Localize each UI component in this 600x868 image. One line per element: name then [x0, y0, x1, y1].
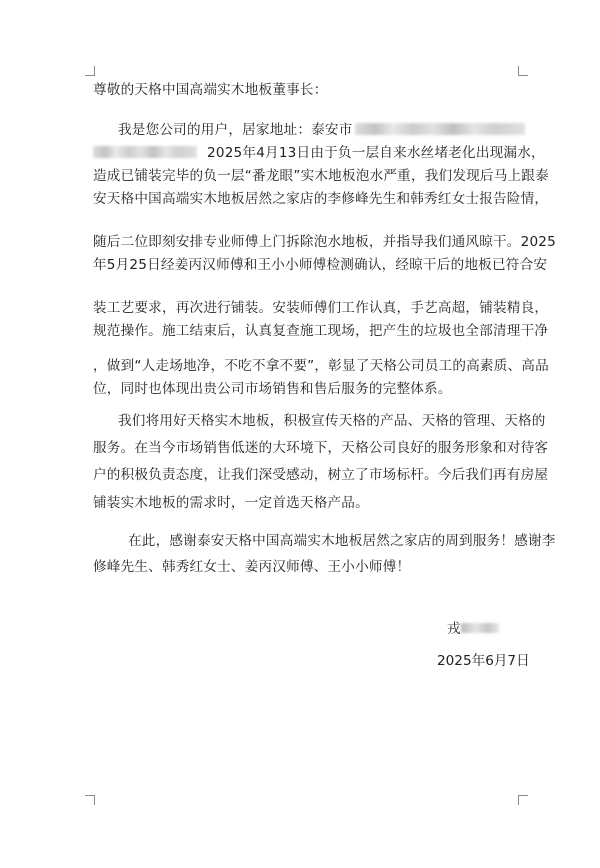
paragraph-3-line-1: 在此，感谢泰安天格中国高端实木地板居然之家店的周到服务！感谢李 — [128, 533, 556, 549]
signature-initial: 戎 — [447, 621, 461, 637]
redacted-address — [355, 123, 525, 135]
crop-mark-bottom-right — [518, 795, 528, 805]
paragraph-1-line-2 — [93, 143, 545, 163]
crop-mark-top-right — [518, 66, 528, 76]
paragraph-1-line-9: ，做到“人走场地净，不吃不拿不要”，彰显了天格公司员工的高素质、高品 — [93, 358, 549, 374]
paragraph-1-line-5: 随后二位即刻安排专业师傅上门拆除泡水地板，并指导我们通风晾干。2025 — [93, 234, 556, 250]
salutation: 尊敬的天格中国高端实木地板董事长： — [93, 82, 328, 98]
paragraph-1-line-4: 安天格中国高端实木地板居然之家店的李修峰先生和韩秀红女士报告险情， — [93, 191, 549, 207]
paragraph-2-line-4: 铺装实木地板的需求时，一定首选天格产品。 — [93, 495, 369, 511]
leak-date-text: 2025年4月13日由于负一层自来水丝堵老化出现漏水， — [207, 145, 545, 161]
redacted-address-cont — [93, 146, 197, 158]
paragraph-1-line-10: 位，同时也体现出贵公司市场销售和售后服务的完整体系。 — [93, 381, 452, 397]
crop-mark-top-left — [85, 66, 95, 76]
paragraph-1-line-8: 规范操作。施工结束后，认真复查施工现场，把产生的垃圾也全部清理干净 — [93, 323, 549, 339]
paragraph-3-line-2: 修峰先生、韩秀红女士、姜丙汉师傅、王小小师傅！ — [93, 559, 411, 575]
paragraph-1-line-6: 年5月25日经姜丙汉师傅和王小小师傅检测确认，经晾干后的地板已符合安 — [93, 257, 548, 273]
paragraph-2-line-2: 服务。在当今市场销售低迷的大环境下，天格公司良好的服务形象和对待客 — [93, 440, 549, 456]
paragraph-2-line-1: 我们将用好天格实木地板，积极宣传天格的产品、天格的管理、天格的 — [118, 413, 546, 429]
letter-date: 2025年6月7日 — [437, 653, 530, 669]
signature — [447, 619, 499, 639]
paragraph-1-line-7: 装工艺要求，再次进行铺装。安装师傅们工作认真，手艺高超，铺装精良， — [93, 300, 549, 316]
redacted-signature — [461, 623, 499, 633]
paragraph-2-line-3: 户的积极负责态度，让我们深受感动，树立了市场标杆。今后我们再有房屋 — [93, 467, 549, 483]
paragraph-1-line-3: 造成已铺装完毕的负一层“番龙眼”实木地板泡水严重，我们发现后马上跟泰 — [93, 168, 549, 184]
paragraph-1-line-1 — [118, 120, 525, 140]
address-label: 我是您公司的用户，居家地址：泰安市 — [118, 122, 353, 138]
crop-mark-bottom-left — [85, 795, 95, 805]
